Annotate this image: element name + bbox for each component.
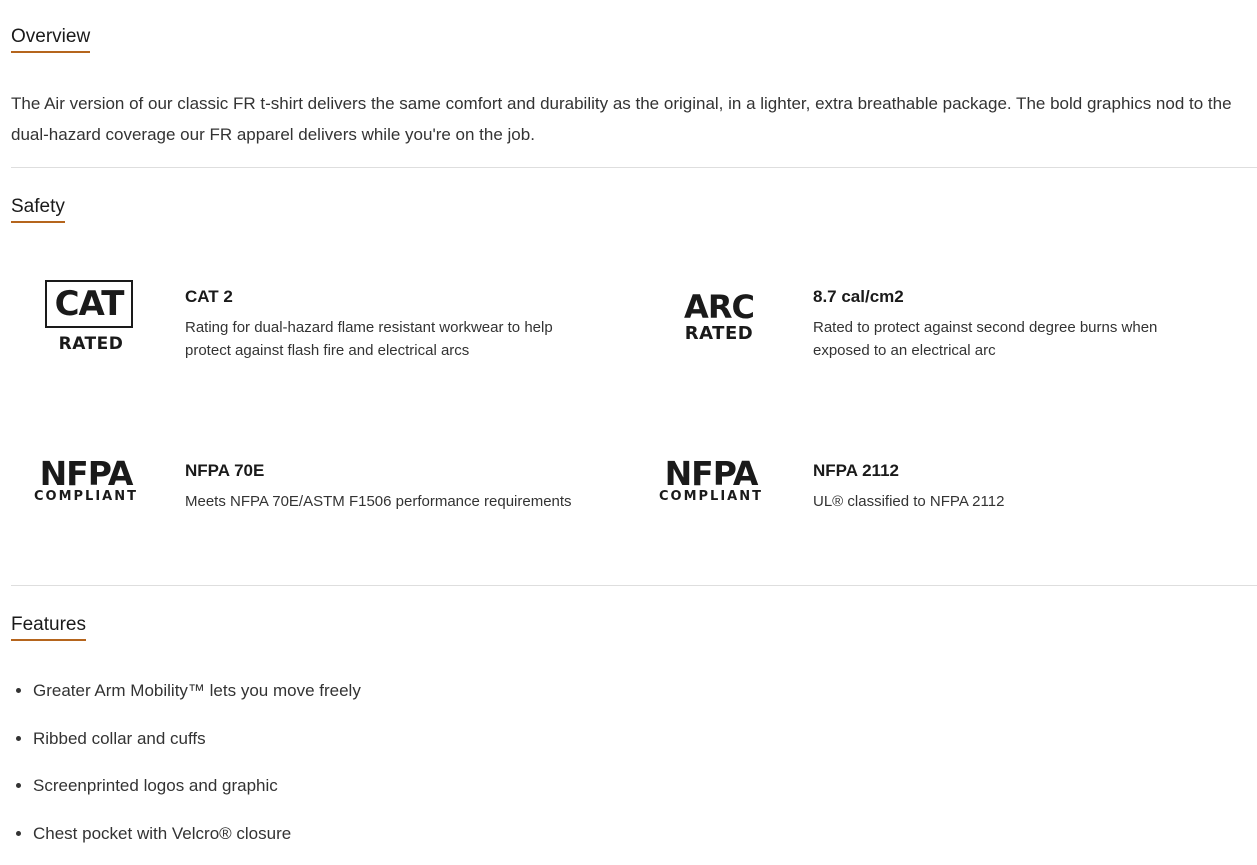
badge-sub-text: COMPLIANT [31,489,141,505]
safety-item-heading: CAT 2 [185,287,233,307]
safety-item-heading: NFPA 2112 [813,461,899,481]
section-divider [11,585,1257,586]
nfpa-compliant-badge-icon [31,455,141,505]
safety-heading: Safety [11,195,65,223]
section-divider [11,167,1257,168]
features-heading: Features [11,613,86,641]
safety-item-heading: 8.7 cal/cm2 [813,287,904,307]
overview-heading: Overview [11,25,90,53]
badge-sub-text: RATED [41,334,141,354]
safety-item-cat [31,280,591,390]
feature-item: • Screenprinted logos and graphic [33,770,361,818]
safety-item-arc [656,280,1216,390]
feature-item: • Chest pocket with Velcro® closure [33,818,361,865]
badge-main-text: NFPA [31,457,141,491]
features-list [11,675,361,865]
cat-rated-badge-icon [31,280,141,354]
safety-item-nfpa-2112 [656,455,1216,565]
safety-item-heading: NFPA 70E [185,461,264,481]
nfpa-compliant-badge-icon [656,455,766,505]
feature-item: • Ribbed collar and cuffs [33,723,361,771]
badge-sub-text: RATED [672,324,766,344]
safety-item-description: Meets NFPA 70E/ASTM F1506 performance requirements [185,490,605,513]
arc-rated-badge-icon [656,280,766,344]
safety-item-description: UL® classified to NFPA 2112 [813,490,1233,513]
badge-main-text: CAT [45,280,133,328]
badge-main-text: ARC [672,290,766,324]
safety-item-nfpa-70e [31,455,591,565]
badge-sub-text: COMPLIANT [656,489,766,505]
badge-main-text: NFPA [656,457,766,491]
overview-description: The Air version of our classic FR t-shirt delivers the same comfort and durability as the original, in a lighter, extra breathable package. The bold graphics nod to the dual-hazard coverage our FR apparel delivers while you're on the job. [11,88,1257,150]
safety-item-description: Rated to protect against second degree burns when exposed to an electrical arc [813,316,1213,362]
safety-item-description: Rating for dual-hazard flame resistant workwear to help protect against flash fire and electrical arcs [185,316,585,362]
feature-item: • Greater Arm Mobility™ lets you move freely [33,675,361,723]
